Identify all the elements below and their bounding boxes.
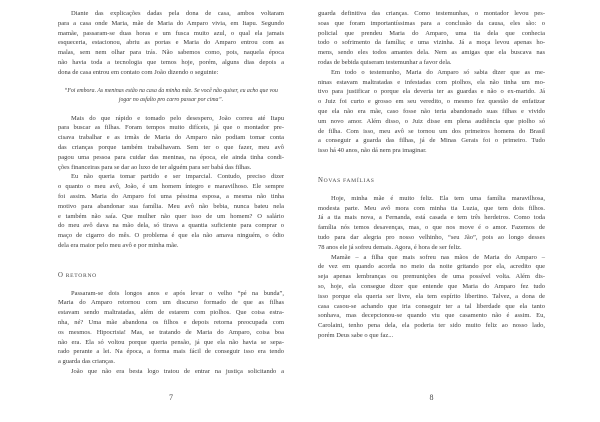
- text-line: Hoje, minha mãe é muito feliz. Ela tem uma família maravilhosa,: [331, 194, 545, 202]
- text-line: so, hoje, ela consegue dizer que entende que Maria do Amparo fez tudo: [318, 282, 545, 290]
- text-line: todo o sofrimento da família; e uma vizinha. Já a moça levou apenas ho-: [318, 39, 545, 47]
- text-line: esqueceria, estacionou, abriu as portas e Maria do Amparo entrou com as: [58, 39, 284, 47]
- text-line: Eu não queria tomar partido e ser imparcial. Contudo, preciso dizer: [71, 173, 284, 181]
- text-line: a guarda das crianças.: [58, 358, 116, 366]
- text-line: Passaram-se dois longos anos e após levar o velho “pé na bunda”,: [71, 289, 284, 297]
- text-line: policial que prendeu Maria do Amparo, uma tia dela que conhecia: [318, 29, 545, 37]
- text-line: Diante das explicações dadas pela dona de casa, ambos voltaram: [71, 10, 284, 17]
- text-line: 78 anos ele já sofreu demais. Agora, é hora de ser feliz.: [318, 243, 462, 251]
- text-line: tivo para justificar o porque ela deveria ter as guardas e não o ex-marido. Já: [318, 88, 545, 96]
- text-line: isso há 40 anos, não dá nem pra imaginar.: [318, 147, 427, 155]
- paragraph: [58, 172, 284, 250]
- text-line: a conseguir a guarda das filhas, já de Minas Gerais foi o primeiro. Tudo: [318, 137, 545, 145]
- text-line: Já a tia mais nova, a Fernanda, está casada e tem três herdeiros. Como toda: [318, 214, 545, 222]
- block-quote: [58, 87, 284, 105]
- text-line: Maria do Amparo retornou com um discurso formado de que as filhas: [58, 299, 284, 307]
- text-line: que ela não era mãe, caso fosse não teria abandonado suas filhas e vivido: [318, 107, 545, 115]
- text-line: ninas estavam maltratadas e infestadas com piolhos, ela não tinha um mo-: [318, 78, 545, 86]
- text-line: dona de casa entrou em contato com João dizendo o seguinte:: [58, 68, 219, 76]
- text-line: pagou uma pessoa para cuidar das meninas, na época, ele ainda tinha condi-: [58, 153, 284, 161]
- text-line: sonhava, mas decepcionou-se quando viu que casamento não é assim. Eu,: [318, 312, 545, 320]
- intro-paragraph: [58, 9, 284, 78]
- text-line: mens, sendo eles todos amantes dela. Nem as amigas que ela buscava nas: [318, 49, 545, 57]
- text-line: malas, sem nem olhar para trás. Não sabemos como, pois, naquela época: [58, 49, 284, 57]
- text-line: os mesmos. Hipocrisia! Mas, se tratando de Maria do Amparo, coisa boa: [58, 328, 284, 336]
- text-line: das crianças porque também trabalhavam. Sem ter o que fazer, meu avô: [58, 143, 284, 151]
- text-line: guarda definitiva das crianças. Como testemunhas, o montador levou pes-: [318, 10, 545, 17]
- text-line: modesta parte. Meu avô mora com minha tia Luzia, que tem dois filhos.: [318, 204, 545, 212]
- text-line: rado perante a lei. Na época, a forma mais fácil de conseguir isso era tendo: [58, 348, 284, 356]
- text-line: não havia toda a tecnologia que temos hoje, porém, alguns dias depois a: [58, 58, 284, 66]
- section-heading: O RETORNO: [58, 271, 97, 279]
- section-heading: NOVAS FAMÍLIAS: [318, 176, 375, 184]
- page-number: 7: [169, 393, 173, 402]
- text-line: ções financeiras para se dar ao luxo de ter alguém para ser babá das filhas.: [58, 163, 252, 171]
- text-line: para buscar as filhas. Foram tempos muito difíceis, já que o montador pre-: [58, 124, 284, 132]
- text-line: o quanto o meu avô, João, é um homem íntegro e maravilhoso. Ele sempre: [58, 183, 284, 191]
- paragraph: [58, 114, 284, 173]
- text-line: para a casa onde Maria, mãe de Maria do Amparo vivia, em Itapu. Segundo: [58, 19, 284, 27]
- text-line: Em todo o testemunho, Maria do Amparo só sabia dizer que as me-: [331, 68, 545, 76]
- text-line: maço de cigarro do mês. O problema é que ela não amava ninguém, o ódio: [58, 232, 284, 240]
- text-line: “Foi embora. As meninas estão na casa da minha mãe. Se você não quiser, eu acho que vou: [64, 87, 278, 94]
- text-line: João que não era besta logo tratou de entrar na justiça solicitando a: [71, 367, 284, 375]
- text-line: motivo para abandonar sua família. Meu avô não bebia, nunca bateu nela: [58, 202, 284, 210]
- text-line: isso porque ela queria ser livre, ela tem espírito libertino. Talvez, a dona de: [318, 292, 545, 300]
- text-line: jogar no asfalto pro carro passar por cima”.: [118, 96, 224, 103]
- continued-paragraph: [318, 9, 545, 68]
- text-line: rodas de bebida quiseram testemunhar a favor dela.: [318, 58, 452, 66]
- text-line: um novo amor. Além disso, o Juiz disse em plena audiência que piolho só: [318, 117, 545, 125]
- right-page: [318, 9, 545, 341]
- text-line: de vez em quando acorda no meio da noite gritando por ela, acredito que: [318, 263, 545, 271]
- text-line: família nós temos desavenças, mas, o que nos move é o amor. Fazemos de: [318, 224, 545, 232]
- text-line: cisava trabalhar e as irmãs de Maria do Amparo não podiam tomar conta: [58, 134, 284, 142]
- text-line: de filha. Com isso, meu avô se tornou um dos primeiros homens do Brasil: [318, 127, 545, 135]
- text-line: estavam sendo maltratadas, além de estarem com piolhos. Que coisa estra-: [58, 309, 284, 317]
- paragraph: [318, 194, 545, 253]
- text-line: Carolaini, tenho pena dela, ela poderia ter sido muito feliz ao nosso lado,: [318, 322, 545, 330]
- text-line: mamãe, passaram-se duas horas e um fusca muito azul, o qual ela jamais: [58, 29, 284, 37]
- text-line: foi assim. Maria do Amparo foi uma péssima esposa, a mesma não tinha: [58, 192, 284, 200]
- text-line: porém Deus sabe o que faz...: [318, 331, 394, 339]
- paragraph-continues: [58, 367, 284, 377]
- text-line: casa casou-se achando que iria conseguir ter a tal liberdade que ela tanto: [318, 302, 545, 310]
- left-page: [58, 9, 284, 377]
- text-line: o Juiz foi curto e grosso em seu veredito, o mesmo fez questão de enfatizar: [318, 98, 545, 106]
- text-line: tudo para dar alegria pro nosso velhinho, “seu Jão”, pois ao longo desses: [318, 233, 545, 241]
- text-line: Mais do que rápido e tomado pelo desespero, João correu até Itapu: [71, 114, 284, 122]
- paragraph: [318, 68, 545, 156]
- page-number: 8: [429, 393, 434, 402]
- text-line: e também não saía. Que mulher não quer isso de um homem? O salário: [58, 212, 284, 220]
- paragraph: [318, 253, 545, 341]
- text-line: do meu avô dava na mão dela, só tirava a quantia suficiente para comprar o: [58, 222, 284, 230]
- text-line: seja apenas lembranças ou premunições de uma possível volta. Além dis-: [318, 273, 545, 281]
- paragraph: [58, 289, 284, 367]
- text-line: Mamãe – a filha que mais sofreu nas mãos de Maria do Amparo –: [331, 253, 545, 261]
- text-line: nha, né? Uma mãe abandona os filhos e depois retorna preocupada com: [58, 318, 284, 326]
- text-line: dela era maior pelo meu avô e por minha mãe.: [58, 241, 179, 249]
- text-line: não era. Ela só voltou porque queria pensão, já que ela não havia se sepa-: [58, 338, 284, 346]
- text-line: soas que foram importantíssimas para a conclusão da causa, eles são: o: [318, 19, 545, 27]
